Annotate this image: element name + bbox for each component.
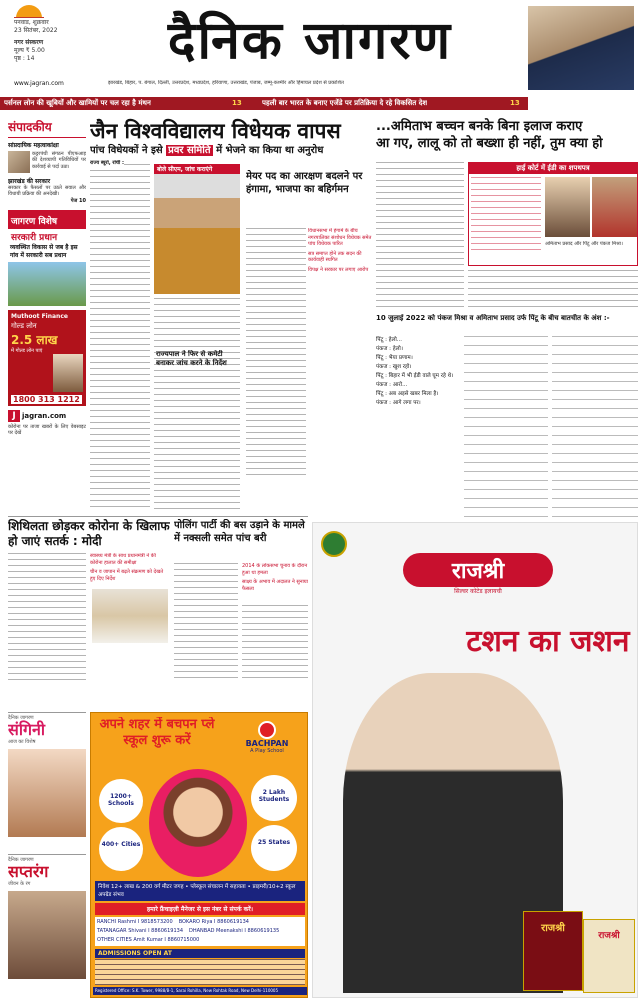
muthoot-line: गोल्ड लोन bbox=[11, 321, 37, 330]
editorial-heading: संपादकीय bbox=[8, 118, 86, 138]
bachpan-logo bbox=[231, 721, 303, 754]
rajshri-brand-sub: सिल्वर कोटेड इलायची bbox=[454, 588, 502, 595]
section-divider bbox=[8, 516, 308, 517]
bachpan-stat: 1200+ Schools bbox=[99, 779, 143, 823]
promo-left-page: 13 bbox=[232, 99, 242, 107]
modi-bullets bbox=[90, 553, 170, 582]
cm-photo bbox=[154, 174, 240, 294]
special-tag: जागरण विशेष bbox=[8, 212, 86, 229]
dialogue-line: पंकज : खुश रहो। bbox=[376, 364, 412, 370]
call-heading: 10 जुलाई 2022 को पंकज मिश्रा व अमिताभ प्रसाद उर्फ पिंटू के बीच बातचीत के अंश :- bbox=[376, 314, 610, 322]
pankaj-photo bbox=[592, 177, 637, 237]
amitabh-body bbox=[376, 162, 464, 310]
amitabh-photo bbox=[545, 177, 590, 237]
modi-story bbox=[8, 519, 170, 709]
bachpan-cta: हमारे फ्रैंचाइज़ी मैनेजर से इस नंबर से संपर्क करें। bbox=[95, 903, 305, 915]
bachpan-admissions-list bbox=[95, 959, 305, 985]
main-deck-pre: पांच विधेयकों ने इसे bbox=[90, 145, 163, 156]
muthoot-ad[interactable] bbox=[8, 310, 86, 406]
rajshri-slogan: टशन का जशन bbox=[466, 624, 630, 659]
main-body-col2 bbox=[154, 298, 240, 510]
bachpan-registered: Registered Office: S.K. Tower, 9988/B-1, Sarai Rohilla, New Rohtak Road, New Delhi-110005 bbox=[93, 987, 307, 995]
dialogue-line: पंकज : आगे लगा पर। bbox=[376, 400, 421, 406]
muthoot-brand: Muthoot Finance bbox=[11, 312, 68, 320]
editorial-item-title: सांप्रदायिक महत्वाकांक्षा bbox=[8, 142, 59, 149]
modi-bullet: चीन व जापान में बढ़ते संक्रमण को देखते हुए दिए निर्देश bbox=[90, 569, 164, 582]
naxal-bullets bbox=[242, 563, 308, 592]
naxal-body bbox=[174, 563, 238, 683]
main-deck bbox=[90, 144, 370, 158]
bachpan-ad[interactable] bbox=[90, 712, 308, 998]
special-box bbox=[8, 210, 86, 306]
saptrang-photo bbox=[8, 891, 86, 979]
rajshri-pack: राजश्री bbox=[583, 919, 635, 993]
main-byline: राज्य ब्यूरो, रांची : bbox=[90, 160, 124, 166]
mayor-story bbox=[246, 170, 372, 500]
date-line: 23 सितंबर, 2022 bbox=[14, 27, 58, 34]
newspaper-title: दैनिक जागरण bbox=[167, 10, 453, 71]
mayor-bullet: विधानसभा में हंगामे के बीच नगरपालिका संशोधन विधेयक समेत पांच विधेयक पारित bbox=[308, 228, 372, 247]
sangini-title: संगिनी bbox=[8, 720, 45, 739]
hc-caption: अमिताभ प्रसाद और पिंटू और पंकज मिश्रा। bbox=[545, 241, 623, 247]
saptrang-box[interactable] bbox=[8, 854, 86, 994]
saptrang-title: सप्तरंग bbox=[8, 862, 49, 881]
sangini-tag: दैनिक जागरण bbox=[8, 715, 34, 721]
dialogue-col2 bbox=[464, 336, 548, 526]
promo-bar bbox=[0, 97, 528, 110]
modi-photo bbox=[92, 589, 168, 643]
bachpan-logo-icon bbox=[258, 721, 276, 739]
editorial-text: कट्टरपंथी संगठन पीएफआइ की देशव्यापी गतिविधियों पर कार्रवाई से पर्दा उठा। bbox=[32, 151, 86, 170]
bachpan-feature: प्राइमरी/10+2 स्कूल अपग्रेड संभव bbox=[98, 884, 296, 898]
bachpan-child-photo bbox=[149, 769, 247, 877]
naxal-story bbox=[174, 519, 308, 709]
naxal-bullet: 2014 के लोकसभा चुनाव के दौरान हुआ था हमला bbox=[242, 563, 308, 576]
jagran-box[interactable] bbox=[8, 410, 86, 422]
modi-bullet: स्वास्थ्य मंत्री के साथ प्रधानमंत्री ने की कोरोना हालात की समीक्षा bbox=[90, 553, 156, 566]
bachpan-admissions: ADMISSIONS OPEN AT bbox=[95, 949, 305, 958]
jagran-box-text: कोरोना पर ताजा खबरों के लिए वेबसाइट पर देखें bbox=[8, 423, 86, 436]
mayor-bullet: विपक्ष ने सरकार पर लगाए आरोप bbox=[308, 266, 369, 273]
special-title: सरकारी प्रधान bbox=[11, 232, 58, 243]
price-label: मूल्य ₹ 5.00 bbox=[14, 47, 45, 54]
rajshri-emblem-icon bbox=[321, 531, 347, 557]
edition-label: नगर संस्करण bbox=[14, 39, 44, 46]
governor-subhead[interactable]: राज्यपाल ने फिर से कमेटी बनाकर जांच करने के निर्देश bbox=[156, 350, 227, 367]
sangini-photo bbox=[8, 749, 86, 837]
promo-left-text[interactable]: पर्सनल लोन की खूबियों और खामियों पर चल रहा है मंथन bbox=[4, 99, 151, 107]
sun-logo-icon bbox=[14, 4, 44, 18]
muthoot-model-photo bbox=[53, 354, 83, 392]
date-line: पनवाड, शुक्रवार bbox=[14, 19, 49, 26]
mayor-body bbox=[246, 228, 306, 478]
masthead bbox=[0, 0, 640, 90]
saptrang-sub: जीवन के रंग bbox=[8, 881, 31, 887]
muthoot-phone[interactable]: 1800 313 1212 bbox=[13, 394, 80, 404]
bachpan-contact[interactable]: OTHER CITIES Amit Kumar I 8860715000 bbox=[97, 937, 200, 943]
bachpan-feature: प्लेस्कूल संचालन में सहायता bbox=[190, 884, 246, 890]
main-deck-highlight: प्रवर समिति bbox=[168, 145, 211, 156]
editorial-text: सरकार के फैसलों पर उठते सवाल और विधायी प्रक्रिया की अनदेखी। bbox=[8, 185, 86, 198]
pages-label: पृष्ठ : 14 bbox=[14, 55, 35, 62]
photo-label: बोले सीएम, जांच कराएंगे bbox=[154, 164, 240, 174]
editorial-item-title: झारखंड की सरकार bbox=[8, 178, 51, 185]
editions-line: झारखंड, बिहार, प. बंगाल, दिल्ली, उत्तरप्रदेश, मध्यप्रदेश, हरियाणा, उत्तराखंड, पंजाब, जम्मू-कश्मीर और हिमाचल प्रदेश से प्रकाशित bbox=[108, 80, 344, 86]
bachpan-brand-sub: A Play School bbox=[250, 748, 284, 754]
columnist-photo bbox=[528, 6, 634, 90]
dialogue-line: पंकज : हेलो। bbox=[376, 346, 403, 352]
naxal-headline[interactable]: पोलिंग पार्टी की बस उड़ाने के मामले में नक्सली समेत पांच बरी bbox=[174, 520, 305, 544]
hc-box bbox=[468, 162, 638, 266]
dialogue-line: पिंटू : हेलो... bbox=[376, 337, 402, 343]
bachpan-stat: 2 Lakh Students bbox=[251, 775, 297, 821]
bachpan-brand: BACHPAN bbox=[245, 739, 289, 748]
hc-text bbox=[471, 177, 541, 255]
modi-headline[interactable]: शिथिलता छोड़कर कोरोना के खिलाफ हो जाएं सतर्क : मोदी bbox=[8, 519, 170, 548]
muthoot-sub: में गोल्ड लोन पाएं bbox=[11, 347, 43, 354]
mayor-headline[interactable]: मेयर पद का आरक्षण बदलने पर हंगामा, भाजपा का बहिर्गमन bbox=[246, 171, 363, 195]
amitabh-story bbox=[376, 118, 638, 528]
muthoot-amount: 2.5 लाख bbox=[11, 332, 58, 347]
bachpan-contact[interactable]: TATANAGAR Shivani I 8860619134 bbox=[97, 928, 183, 934]
site-url[interactable]: www.jagran.com bbox=[14, 80, 64, 87]
promo-right-text[interactable]: पहली बार भारत के बनाए एजेंडे पर प्रतिक्रिया दे रहे विकसित देश bbox=[262, 99, 428, 107]
mayor-bullet: सत्र समाप्त होने तक सदन की कार्यवाही स्थगित bbox=[308, 250, 362, 263]
dialogue-line: पिंटू : अब अइसे खबर मिला है। bbox=[376, 391, 439, 397]
mayor-bullets bbox=[308, 228, 372, 273]
main-deck-post: में भेजने का किया था अनुरोध bbox=[216, 145, 324, 156]
dialogue-col3 bbox=[552, 336, 638, 526]
naxal-bullet: साक्ष्य के अभाव में अदालत ने सुनाया फैसला bbox=[242, 579, 308, 592]
amitabh-kicker: ...अमिताभ बच्चन बनके बिना इलाज कराए bbox=[376, 119, 583, 134]
hc-label: हाई कोर्ट में ईडी का शपथपत्र bbox=[469, 163, 637, 174]
bachpan-features: निवेश 12+ लाख & 200 वर्ग मीटर जगह • प्लेस्कूल संचालन में सहायता • प्राइमरी/10+2 स्कूल अपग्रेड संभव bbox=[95, 881, 305, 901]
amitabh-headline[interactable]: आ गए, लालू को तो बख्शा ही नहीं, तुम क्या हो bbox=[376, 136, 603, 151]
bachpan-contact[interactable]: BOKARO Riya I 8860619134 bbox=[178, 919, 249, 925]
jagran-site: jagran.com bbox=[22, 411, 67, 420]
bachpan-contact[interactable]: RANCHI Rashmi I 9818573200 bbox=[97, 919, 173, 925]
modi-body bbox=[8, 553, 86, 683]
main-headline[interactable]: जैन विश्वविद्यालय विधेयक वापस bbox=[90, 118, 341, 143]
editorial-page-ref[interactable]: पेज 10 bbox=[70, 197, 86, 204]
sangini-box[interactable] bbox=[8, 712, 86, 850]
main-body bbox=[90, 164, 150, 509]
bachpan-contacts bbox=[95, 917, 305, 946]
sangini-sub: आज का विशेष bbox=[8, 739, 36, 745]
rajshri-pack: राजश्री bbox=[523, 911, 583, 991]
editorial-photo bbox=[8, 151, 30, 173]
rajshri-ad[interactable] bbox=[312, 522, 638, 998]
dialogue-line: पिंटू : बिहार में भी ईडी वाले घूम रहे थे। bbox=[376, 373, 454, 379]
jagran-logo-icon: J bbox=[8, 410, 20, 422]
special-sub: व्यवस्थित विकास से जब है इस गांव में सरकारी सब प्रधान bbox=[10, 243, 78, 259]
special-photo bbox=[8, 262, 86, 306]
bachpan-contact[interactable]: DHANBAD Meenakshi I 8860619135 bbox=[189, 928, 280, 934]
dialogue-line: पिंटू : भैया प्रणाम। bbox=[376, 355, 413, 361]
saptrang-tag: दैनिक जागरण bbox=[8, 857, 34, 863]
dialogue-line: पंकज : आरो... bbox=[376, 382, 408, 388]
amitabh-body-col2 bbox=[468, 270, 638, 310]
bachpan-headline: अपने शहर में बचपन प्ले स्कूल शुरू करें bbox=[99, 717, 215, 748]
dialogue-col bbox=[376, 336, 460, 408]
promo-right-page: 13 bbox=[510, 99, 520, 107]
left-column bbox=[8, 118, 86, 528]
bachpan-feature: निवेश 12+ लाख & 200 वर्ग मीटर जगह bbox=[98, 884, 184, 890]
bachpan-stat: 25 States bbox=[251, 825, 297, 871]
rajshri-brand: राजश्री bbox=[403, 553, 553, 587]
bachpan-stat: 400+ Cities bbox=[99, 827, 143, 871]
naxal-body-col2 bbox=[242, 605, 308, 683]
